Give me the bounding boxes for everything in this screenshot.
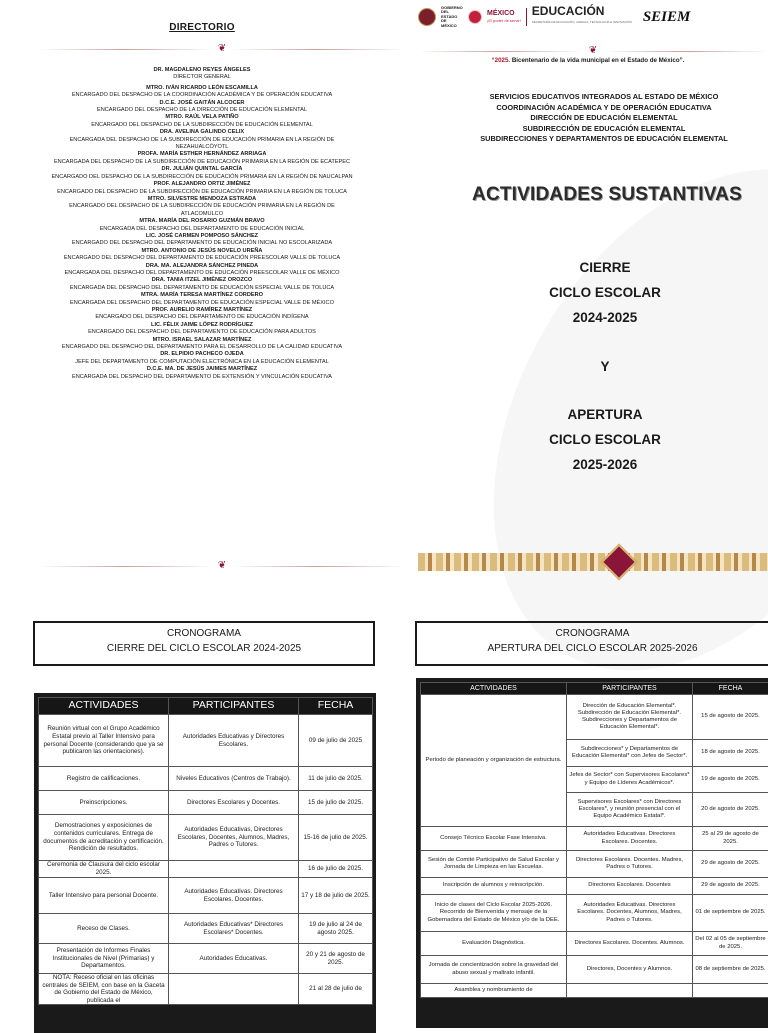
apertura-table xyxy=(420,682,768,998)
person-role: ENCARGADO DEL DESPACHO DEL DEPARTAMENTO DE EDUCACIÓN PARA ADULTOS xyxy=(0,329,404,336)
table-cell: Autoridades Educativas. Directores Escolares. Docentes. xyxy=(567,827,693,851)
person-name: DR. MAGDALENO REYES ÁNGELES xyxy=(0,67,404,74)
cover-title: ACTIVIDADES SUSTANTIVAS xyxy=(408,184,768,206)
table-row xyxy=(39,878,373,914)
directory-entry xyxy=(0,67,404,82)
directory-entry xyxy=(0,248,404,263)
closing-block: CIERRE CICLO ESCOLAR 2024-2025 xyxy=(408,255,768,330)
directory-entry xyxy=(0,114,404,129)
table-cell: Directores Escolares. Docentes xyxy=(567,878,693,895)
person-name: DRA. AVELINA GALINDO CELIX xyxy=(0,129,404,136)
gob-label: GOBIERNO DEL ESTADO DE MÉXICO xyxy=(441,6,463,28)
table-cell: 19 de agosto de 2025. xyxy=(693,767,768,793)
table-cell: 16 de julio de 2025. xyxy=(299,861,373,878)
table-cell: Del 02 al 05 de septiembre de 2025. xyxy=(693,932,768,956)
table-cell: Autoridades Educativas, Directores Escolares, Docentes, Alumnos, Madres, Padres o Tutores. xyxy=(169,815,299,861)
person-role: ENCARGADO DEL DESPACHO DE LA SUBDIRECCIÓN DE EDUCACIÓN PRIMARIA EN LA REGIÓN DE TOLUCA xyxy=(0,189,404,196)
directory-title: DIRECTORIO xyxy=(0,22,404,33)
table-cell: Dirección de Educación Elemental*. Subdirección de Educación Elemental*. Subdirecciones y Departamentos de Educación Elemental*. xyxy=(567,695,693,740)
table-cell: Evaluación Diagnóstica. xyxy=(421,932,567,956)
column-header: ACTIVIDADES xyxy=(421,683,567,695)
person-role: ENCARGADA DEL DESPACHO DE LA SUBDIRECCIÓN DE EDUCACIÓN PRIMARIA EN LA REGIÓN DE NEZAHUALCÓYOTL xyxy=(0,137,404,152)
person-role: ENCARGADO DEL DESPACHO DEL DEPARTAMENTO DE EDUCACIÓN INICIAL NO ESCOLARIZADA xyxy=(0,240,404,247)
table-cell: Jefes de Sector* con Supervisores Escolares* y Equipo de Líderes Académicos*. xyxy=(567,767,693,793)
apertura-heading: CRONOGRAMA APERTURA DEL CICLO ESCOLAR 2025-2026 xyxy=(415,621,768,666)
person-role: ENCARGADO DEL DESPACHO DE LA SUBDIRECCIÓN DE EDUCACIÓN PRIMARIA EN LA REGIÓN DE ATLACOMULCO xyxy=(0,203,404,218)
person-role: ENCARGADO DEL DESPACHO DEL DEPARTAMENTO DE EDUCACIÓN PREESCOLAR VALLE DE TOLUCA xyxy=(0,255,404,262)
table-row xyxy=(421,984,768,998)
table-row xyxy=(39,767,373,791)
person-name: MTRO. RAÚL VELA PATIÑO xyxy=(0,114,404,121)
opening-block: APERTURA CICLO ESCOLAR 2025-2026 xyxy=(408,402,768,477)
person-name: LIC. JOSÉ CARMEN POMPOSO SÁNCHEZ xyxy=(0,233,404,240)
table-cell: Directores Escolares. Docentes. Madres, Padres o Tutores. xyxy=(567,851,693,878)
ornamental-band xyxy=(418,553,768,571)
table-cell: 15-16 de julio de 2025. xyxy=(299,815,373,861)
cierre-heading: CRONOGRAMA CIERRE DEL CICLO ESCOLAR 2024-2025 xyxy=(33,621,375,666)
column-header: FECHA xyxy=(299,698,373,715)
table-row xyxy=(39,791,373,815)
table-cell: Asamblea y nombramiento de xyxy=(421,984,567,998)
org-line: COORDINACIÓN ACADÉMICA Y DE OPERACIÓN EDUCATIVA xyxy=(408,103,768,114)
person-role: ENCARGADA DEL DESPACHO DEL DEPARTAMENTO DE EDUCACIÓN INICIAL xyxy=(0,226,404,233)
person-name: PROF. AURELIO RAMÍREZ MARTÍNEZ xyxy=(0,307,404,314)
table-cell xyxy=(567,984,693,998)
table-cell: 18 de agosto de 2025. xyxy=(693,740,768,767)
ornament-icon: ❦ xyxy=(212,44,232,54)
person-role: ENCARGADA DEL DESPACHO DEL DEPARTAMENTO DE EDUCACIÓN ESPECIAL VALLE DE TOLUCA xyxy=(0,285,404,292)
table-cell: 21 al 28 de julio de xyxy=(299,974,373,1005)
directory-entry xyxy=(0,307,404,322)
table-row xyxy=(39,815,373,861)
education-logo: EDUCACIÓN SECRETARÍA DE EDUCACIÓN, CIENCIA, TECNOLOGÍA E INNOVACIÓN xyxy=(532,6,632,28)
ornament-divider-top xyxy=(40,42,404,56)
table-cell: 17 y 18 de julio de 2025. xyxy=(299,878,373,914)
person-role: ENCARGADO DEL DESPACHO DE LA SUBDIRECCIÓN DE EDUCACIÓN ELEMENTAL xyxy=(0,122,404,129)
table-cell: Directores Escolares y Docentes. xyxy=(169,791,299,815)
person-role: ENCARGADA DEL DESPACHO DE LA SUBDIRECCIÓN DE EDUCACIÓN PRIMARIA EN LA REGIÓN DE ECATEPEC xyxy=(0,159,404,166)
directory-entry xyxy=(0,322,404,337)
person-role: ENCARGADO DEL DESPACHO DEL DEPARTAMENTO PARA EL DESARROLLO DE LA CALIDAD EDUCATIVA xyxy=(0,344,404,351)
motto: “2025. Bicentenario de la vida municipal en el Estado de México”. xyxy=(408,57,768,64)
person-name: MTRO. ISRAEL SALAZAR MARTÍNEZ xyxy=(0,337,404,344)
directory-entry xyxy=(0,100,404,115)
person-role: ENCARGADO DEL DESPACHO DE LA SUBDIRECCIÓN DE EDUCACIÓN PRIMARIA EN LA REGIÓN DE NAUCALPAN xyxy=(0,174,404,181)
table-cell: NOTA: Receso oficial en las oficinas centrales de SEIEM, con base en la Gaceta de Gobierno del Estado de México, publicada el xyxy=(39,974,169,1005)
table-cell: Autoridades Educativas. Directores Escolares. Docentes. xyxy=(169,878,299,914)
table-cell: Receso de Clases. xyxy=(39,914,169,944)
column-header: PARTICIPANTES xyxy=(567,683,693,695)
table-row xyxy=(421,695,768,740)
seiem-logo: SEIEM xyxy=(643,9,691,26)
table-row xyxy=(421,895,768,932)
person-role: ENCARGADA DEL DESPACHO DEL DEPARTAMENTO DE EXTENSIÓN Y VINCULACIÓN EDUCATIVA xyxy=(0,374,404,381)
edomex-logo: MÉXICO ¡El poder de servir! xyxy=(487,10,521,24)
ornament-icon: ❦ xyxy=(583,46,603,56)
and-label: Y xyxy=(408,354,768,379)
table-cell: Jornada de concientización sobre la gravedad del abuso sexual y maltrato infantil. xyxy=(421,956,567,984)
column-header: PARTICIPANTES xyxy=(169,698,299,715)
table-cell: 29 de agosto de 2025. xyxy=(693,851,768,878)
table-cell: Reunión virtual con el Grupo Académico Estatal previo al Taller Intensivo para personal Docente (considerando que ya se publicaron las orientaciones). xyxy=(39,715,169,767)
table-cell: Niveles Educativos (Centros de Trabajo). xyxy=(169,767,299,791)
table-cell: Directores Escolares. Docentes. Alumnos. xyxy=(567,932,693,956)
table-cell: Ceremonia de Clausura del ciclo escolar 2025. xyxy=(39,861,169,878)
table-cell: 09 de julio de 2025 xyxy=(299,715,373,767)
ornament-divider-bottom xyxy=(40,559,404,573)
org-line: SUBDIRECCIÓN DE EDUCACIÓN ELEMENTAL xyxy=(408,124,768,135)
person-name: DRA. MA. ALEJANDRA SÁNCHEZ PINEDA xyxy=(0,263,404,270)
person-name: LIC. FÉLIX JAIME LÓPEZ RODRÍGUEZ xyxy=(0,322,404,329)
org-line: SERVICIOS EDUCATIVOS INTEGRADOS AL ESTADO DE MÉXICO xyxy=(408,92,768,103)
table-cell xyxy=(169,974,299,1005)
directory-entry xyxy=(0,263,404,278)
person-name: MTRO. IVÁN RICARDO LEÓN ESCAMILLA xyxy=(0,85,404,92)
table-cell: Taller Intensivo para personal Docente. xyxy=(39,878,169,914)
table-cell: Sesión de Comité Participativo de Salud Escolar y Jornada de Limpieza en las Escuelas. xyxy=(421,851,567,878)
table-row xyxy=(39,914,373,944)
person-name: DR. ELPIDIO PACHECO OJEDA xyxy=(0,351,404,358)
table-cell: 11 de julio de 2025. xyxy=(299,767,373,791)
table-cell: Presentación de Informes Finales Institucionales de Nivel (Primarias) y Departamentos. xyxy=(39,944,169,974)
edomex-logo-icon xyxy=(468,10,482,24)
directory-entry xyxy=(0,337,404,352)
table-cell: Demostraciones y exposiciones de contenidos curriculares. Entrega de documentos de acreditación y certificación. Rendición de resultados. xyxy=(39,815,169,861)
org-line: DIRECCIÓN DE EDUCACIÓN ELEMENTAL xyxy=(408,113,768,124)
ornament-icon: ❦ xyxy=(212,561,232,571)
person-role: ENCARGADO DEL DESPACHO DE LA DIRECCIÓN DE EDUCACIÓN ELEMENTAL xyxy=(0,107,404,114)
table-cell: 15 de julio de 2025. xyxy=(299,791,373,815)
person-name: DRA. TANIA ITZEL JIMÉNEZ OROZCO xyxy=(0,277,404,284)
table-row xyxy=(39,944,373,974)
directory-entry xyxy=(0,366,404,381)
table-cell: Registro de calificaciones. xyxy=(39,767,169,791)
directory-entry xyxy=(0,196,404,218)
table-cell: Supervisores Escolares* con Directores Escolares*, y reunión presencial con el Equipo Académico Estatal*. xyxy=(567,793,693,827)
table-cell: Periodo de planeación y organización de estructura. xyxy=(421,695,567,827)
table-cell: Autoridades Educativas y Directores Escolares. xyxy=(169,715,299,767)
person-name: DR. JULIÁN QUINTAL GARCÍA xyxy=(0,166,404,173)
person-name: D.C.E. JOSÉ GAITÁN ALCOCER xyxy=(0,100,404,107)
table-row xyxy=(421,827,768,851)
table-cell: 01 de septiembre de 2025. xyxy=(693,895,768,932)
table-row xyxy=(421,851,768,878)
person-role: ENCARGADA DEL DESPACHO DEL DEPARTAMENTO DE EDUCACIÓN ESPECIAL VALLE DE MÉXICO xyxy=(0,300,404,307)
column-header: ACTIVIDADES xyxy=(39,698,169,715)
person-name: MTRO. SILVESTRE MENDOZA ESTRADA xyxy=(0,196,404,203)
table-cell: Directores, Docentes y Alumnos. xyxy=(567,956,693,984)
table-cell xyxy=(693,984,768,998)
table-cell: 20 y 21 de agosto de 2025. xyxy=(299,944,373,974)
table-row xyxy=(39,861,373,878)
directory-entry xyxy=(0,351,404,366)
table-cell: Autoridades Educativas. Directores Escolares. Docentes, Alumnos, Madres, Padres o Tutores. xyxy=(567,895,693,932)
person-role: ENCARGADA DEL DESPACHO DEL DEPARTAMENTO DE EDUCACIÓN PREESCOLAR VALLE DE MÉXICO xyxy=(0,270,404,277)
person-name: MTRA. MARÍA DEL ROSARIO GUZMÁN BRAVO xyxy=(0,218,404,225)
header-logos xyxy=(418,4,768,30)
org-line: SUBDIRECCIONES Y DEPARTAMENTOS DE EDUCACIÓN ELEMENTAL xyxy=(408,134,768,145)
directory-list xyxy=(0,67,404,381)
cierre-table xyxy=(38,697,373,1005)
table-cell: 08 de septiembre de 2025. xyxy=(693,956,768,984)
person-name: PROF. ALEJANDRO ORTIZ JIMÉNEZ xyxy=(0,181,404,188)
table-cell xyxy=(169,861,299,878)
directory-entry xyxy=(0,218,404,233)
table-row xyxy=(39,715,373,767)
directory-entry xyxy=(0,181,404,196)
person-role: JEFE DEL DEPARTAMENTO DE COMPUTACIÓN ELECTRÓNICA EN LA EDUCACIÓN ELEMENTAL xyxy=(0,359,404,366)
person-name: PROFA. MARÍA ESTHER HERNÁNDEZ ARRIAGA xyxy=(0,151,404,158)
table-row xyxy=(39,974,373,1005)
person-name: D.C.E. MA. DE JESÚS JAIMES MARTÍNEZ xyxy=(0,366,404,373)
table-cell: 29 de agosto de 2025. xyxy=(693,878,768,895)
column-header: FECHA xyxy=(693,683,768,695)
directory-entry xyxy=(0,129,404,151)
directory-entry xyxy=(0,277,404,292)
ornament-divider-right xyxy=(418,44,768,58)
organization-list xyxy=(408,92,768,145)
table-cell: Inicio de clases del Ciclo Escolar 2025-2026. Recorrido de Bienvenida y mensaje de la Gobernadora del Estado de México y/o de la DEE. xyxy=(421,895,567,932)
table-cell: Inscripción de alumnos y reinscripción. xyxy=(421,878,567,895)
table-cell: 25 al 29 de agosto de 2025. xyxy=(693,827,768,851)
directory-entry xyxy=(0,166,404,181)
table-cell: Preinscripciones. xyxy=(39,791,169,815)
directory-entry xyxy=(0,151,404,166)
person-role: DIRECTOR GENERAL xyxy=(0,74,404,81)
person-role: ENCARGADO DEL DESPACHO DE LA COORDINACIÓN ACADÉMICA Y DE OPERACIÓN EDUCATIVA xyxy=(0,92,404,99)
table-cell: Autoridades Educativas. xyxy=(169,944,299,974)
table-row xyxy=(421,932,768,956)
person-name: MTRA. MARÍA TERESA MARTÍNEZ CORDERO xyxy=(0,292,404,299)
table-cell: 19 de julio al 24 de agosto 2025. xyxy=(299,914,373,944)
directory-entry xyxy=(0,292,404,307)
table-cell: 20 de agosto de 2025. xyxy=(693,793,768,827)
table-cell: Autoridades Educativas* Directores Escolares* Docentes. xyxy=(169,914,299,944)
table-row xyxy=(421,956,768,984)
header-separator xyxy=(526,8,527,26)
directory-entry xyxy=(0,233,404,248)
table-row xyxy=(421,878,768,895)
directory-entry xyxy=(0,85,404,100)
table-cell: 15 de agosto de 2025. xyxy=(693,695,768,740)
person-role: ENCARGADO DEL DESPACHO DEL DEPARTAMENTO DE EDUCACIÓN INDÍGENA xyxy=(0,314,404,321)
table-cell: Consejo Técnico Escolar Fase Intensiva. xyxy=(421,827,567,851)
table-cell: Subdirecciones* y Departamentos de Educación Elemental* con Jefes de Sector*. xyxy=(567,740,693,767)
person-name: MTRO. ANTONIO DE JESÚS NOVELO UREÑA xyxy=(0,248,404,255)
state-seal-icon xyxy=(418,8,436,26)
